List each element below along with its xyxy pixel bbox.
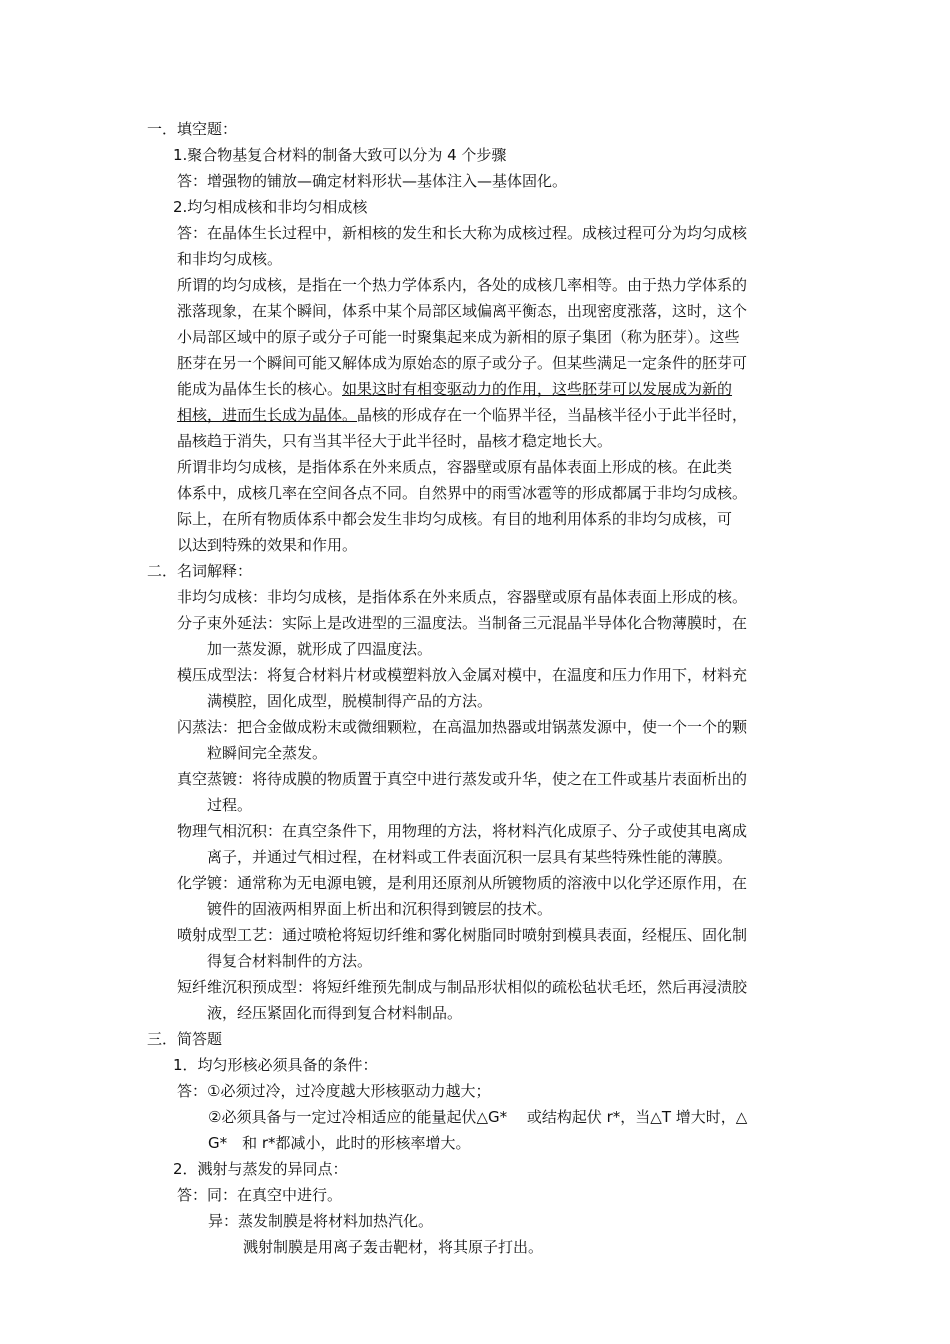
short-question-1: 1．均匀形核必须具备的条件： — [173, 1056, 378, 1074]
short-answer-2-line-3: 溅射制膜是用离子轰击靶材，将其原子打出。 — [243, 1238, 544, 1256]
short-answer-2-line-2: 异：蒸发制膜是将材料加热汽化。 — [208, 1212, 434, 1230]
text-line: 镀件的固液两相界面上析出和沉积得到镀层的技术。 — [207, 900, 553, 918]
text-line: 模压成型法：将复合材料片材或模塑料放入金属对模中，在温度和压力作用下，材料充 — [177, 666, 748, 684]
text-line: 所谓的均匀成核，是指在一个热力学体系内，各处的成核几率相等。由于热力学体系的 — [177, 276, 748, 294]
text-line: 物理气相沉积：在真空条件下，用物理的方法，将材料汽化成原子、分子或使其电离成 — [177, 822, 748, 840]
short-answer-2-line-1: 答：同：在真空中进行。 — [177, 1186, 343, 1204]
text-line: 所谓非均匀成核，是指体系在外来质点，容器壁或原有晶体表面上形成的核。在此类 — [177, 458, 733, 476]
text-line: 粒瞬间完全蒸发。 — [207, 744, 328, 762]
text-line: 满模腔，固化成型，脱模制得产品的方法。 — [207, 692, 493, 710]
question-2: 2.均匀相成核和非均匀相成核 — [173, 198, 368, 216]
term-8 — [147, 922, 817, 974]
text-line: 真空蒸镀：将待成膜的物质置于真空中进行蒸发或升华，使之在工件或基片表面析出的 — [177, 770, 748, 788]
term-2 — [147, 610, 817, 662]
text-line: 非均匀成核：非均匀成核，是指体系在外来质点，容器壁或原有晶体表面上形成的核。 — [177, 588, 748, 606]
underlined-text: 相核，进而生长成为晶体。 — [177, 406, 358, 424]
text-line — [177, 402, 817, 428]
text-line: 闪蒸法：把合金做成粉末或微细颗粒，在高温加热器或坩锅蒸发源中，使一个一个的颗 — [177, 718, 748, 736]
text-line: G* 和 r*都减小，此时的形核率增大。 — [208, 1134, 471, 1152]
answer-2-paragraph-1 — [147, 220, 817, 272]
section-heading-short-answer: 三．简答题 — [147, 1030, 223, 1048]
text-segment: 晶核的形成存在一个临界半径，当晶核半径小于此半径时， — [357, 406, 748, 424]
text-line: 以达到特殊的效果和作用。 — [177, 536, 358, 554]
short-answer-1-line-2 — [147, 1104, 817, 1156]
short-question-2: 2．溅射与蒸发的异同点： — [173, 1160, 348, 1178]
text-line: 喷射成型工艺：通过喷枪将短切纤维和雾化树脂同时喷射到模具表面，经棍压、固化制 — [177, 926, 748, 944]
text-line: 和非均匀成核。 — [177, 250, 283, 268]
text-line: 涨落现象，在某个瞬间，体系中某个局部区域偏离平衡态，出现密度涨落，这时，这个 — [177, 302, 748, 320]
text-line: 分子束外延法：实际上是改进型的三温度法。当制备三元混晶半导体化合物薄膜时，在 — [177, 614, 748, 632]
text-line: 液，经压紧固化而得到复合材料制品。 — [207, 1004, 463, 1022]
text-segment: 能成为晶体生长的核心。 — [177, 380, 343, 398]
text-line: 得复合材料制件的方法。 — [207, 952, 373, 970]
text-line: 胚芽在另一个瞬间可能又解体成为原始态的原子或分子。但某些满足一定条件的胚芽可 — [177, 354, 748, 372]
text-line: 过程。 — [207, 796, 253, 814]
section-heading-fill-blank: 一．填空题： — [147, 120, 238, 138]
answer-2-paragraph-3 — [147, 454, 817, 558]
underlined-text: 如果这时有相变驱动力的作用，这些胚芽可以发展成为新的 — [342, 380, 733, 398]
term-4 — [147, 714, 817, 766]
text-line: 答：在晶体生长过程中，新相核的发生和长大称为成核过程。成核过程可分为均匀成核 — [177, 224, 748, 242]
answer-2-paragraph-2 — [147, 272, 817, 454]
text-line: 际上，在所有物质体系中都会发生非均匀成核。有目的地利用体系的非均匀成核，可 — [177, 510, 733, 528]
question-1: 1.聚合物基复合材料的制备大致可以分为 4 个步骤 — [173, 146, 507, 164]
section-heading-terms: 二．名词解释： — [147, 562, 253, 580]
term-3 — [147, 662, 817, 714]
text-line: 化学镀：通常称为无电源电镀，是利用还原剂从所镀物质的溶液中以化学还原作用，在 — [177, 874, 748, 892]
text-line: 加一蒸发源，就形成了四温度法。 — [207, 640, 433, 658]
text-line: 短纤维沉积预成型：将短纤维预先制成与制品形状相似的疏松毡状毛坯，然后再浸渍胶 — [177, 978, 748, 996]
term-9 — [147, 974, 817, 1026]
term-7 — [147, 870, 817, 922]
term-1 — [147, 584, 817, 610]
text-line: 小局部区域中的原子或分子可能一时聚集起来成为新相的原子集团（称为胚芽）。这些 — [177, 328, 740, 346]
text-line — [177, 376, 817, 402]
text-line: 体系中，成核几率在空间各点不同。自然界中的雨雪冰雹等的形成都属于非均匀成核。 — [177, 484, 748, 502]
text-line: 离子，并通过气相过程，在材料或工件表面沉积一层具有某些特殊性能的薄膜。 — [207, 848, 733, 866]
text-line: ②必须具备与一定过冷相适应的能量起伏△G* 或结构起伏 r*，当△T 增大时，△ — [208, 1108, 748, 1126]
term-6 — [147, 818, 817, 870]
document-body — [147, 116, 817, 1260]
short-answer-1-line-1: 答：①必须过冷，过冷度越大形核驱动力越大； — [177, 1082, 491, 1100]
term-5 — [147, 766, 817, 818]
text-line: 晶核趋于消失，只有当其半径大于此半径时，晶核才稳定地长大。 — [177, 432, 613, 450]
answer-1: 答：增强物的铺放—确定材料形状—基体注入—基体固化。 — [177, 172, 568, 190]
